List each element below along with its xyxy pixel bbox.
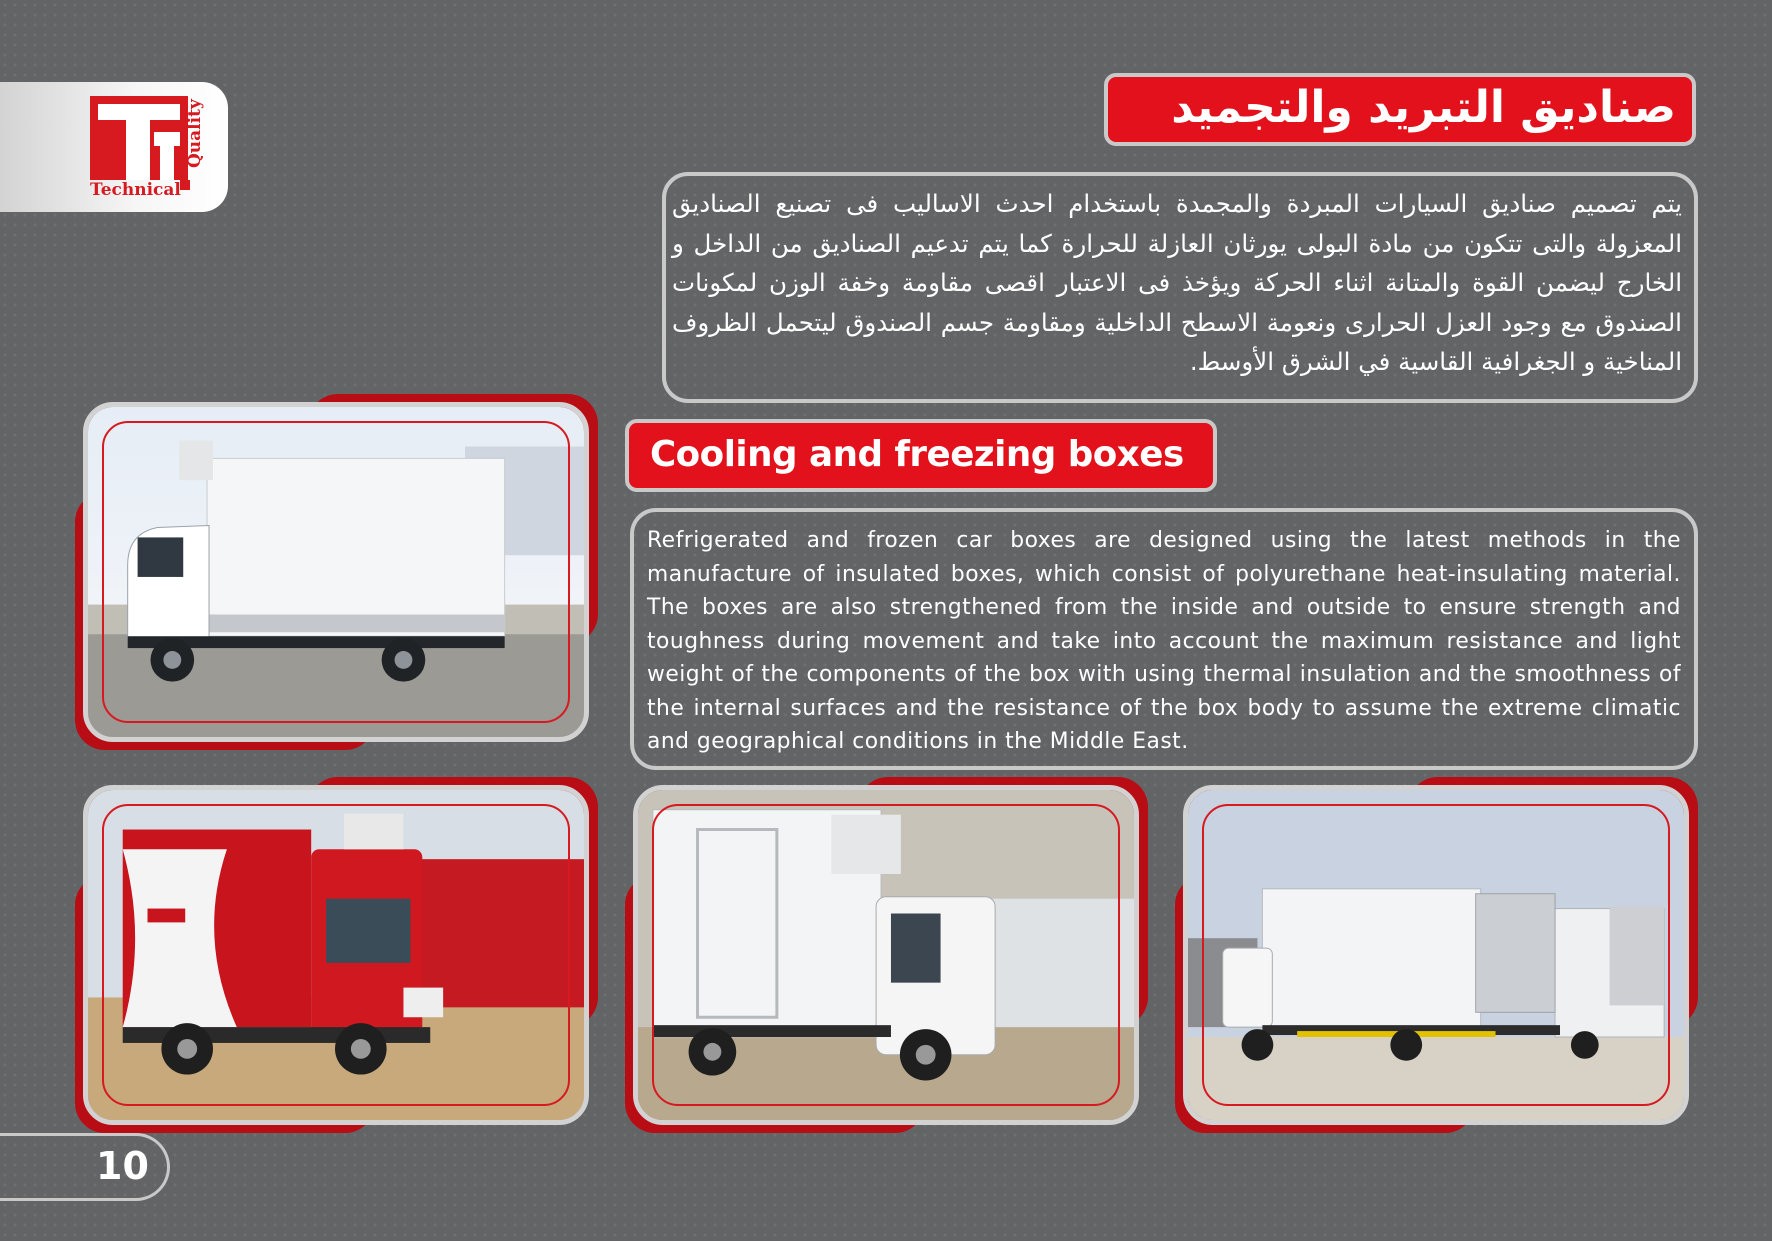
arabic-title: صناديق التبريد والتجميد (1104, 73, 1696, 146)
arabic-paragraph: يتم تصميم صناديق السيارات المبردة والمجمدة باستخدام احدث الاساليب فى تصنيع الصناديق المعزولة والتى تتكون من مادة البولى يورثان العازلة للحرارة كما يتم تدعيم الصناديق من الداخل و الخارج ليضمن القوة والمتانة اثناء الحركة ويؤخذ فى الاعتبار اقصى مقاومة وخفة الوزن لمكونات الصندوق مع وجود العزل الحرارى ونعومة الاسطح الداخلية ومقاومة جسم الصندوق ليتحمل الظروف المناخية و الجغرافية القاسية في الشرق الأوسط. (672, 189, 1682, 376)
logo (0, 82, 228, 212)
logo-word-technical: Technical (90, 180, 181, 200)
white-refrigerated-truck-photo (83, 402, 589, 742)
english-title: Cooling and freezing boxes (625, 419, 1217, 492)
logo-word-quality: Quality (185, 99, 205, 169)
english-paragraph: Refrigerated and frozen car boxes are designed using the latest methods in the manufacture of insulated boxes, which consist of polyurethane heat-insulating material. The boxes are also strengthened from the inside and outside to ensure strength and toughness during movement and take into account the maximum resistance and light weight of the components of the box with using thermal insulation and the smoothness of the internal surfaces and the resistance of the box body to assume the extreme climatic and geographical conditions in the Middle East. (647, 528, 1681, 754)
page-number: 10 (96, 1144, 149, 1188)
white-box-trucks-row-photo (633, 785, 1139, 1125)
tail-lift-trucks-photo (1183, 785, 1689, 1125)
red-express-trucks-photo (83, 785, 589, 1125)
